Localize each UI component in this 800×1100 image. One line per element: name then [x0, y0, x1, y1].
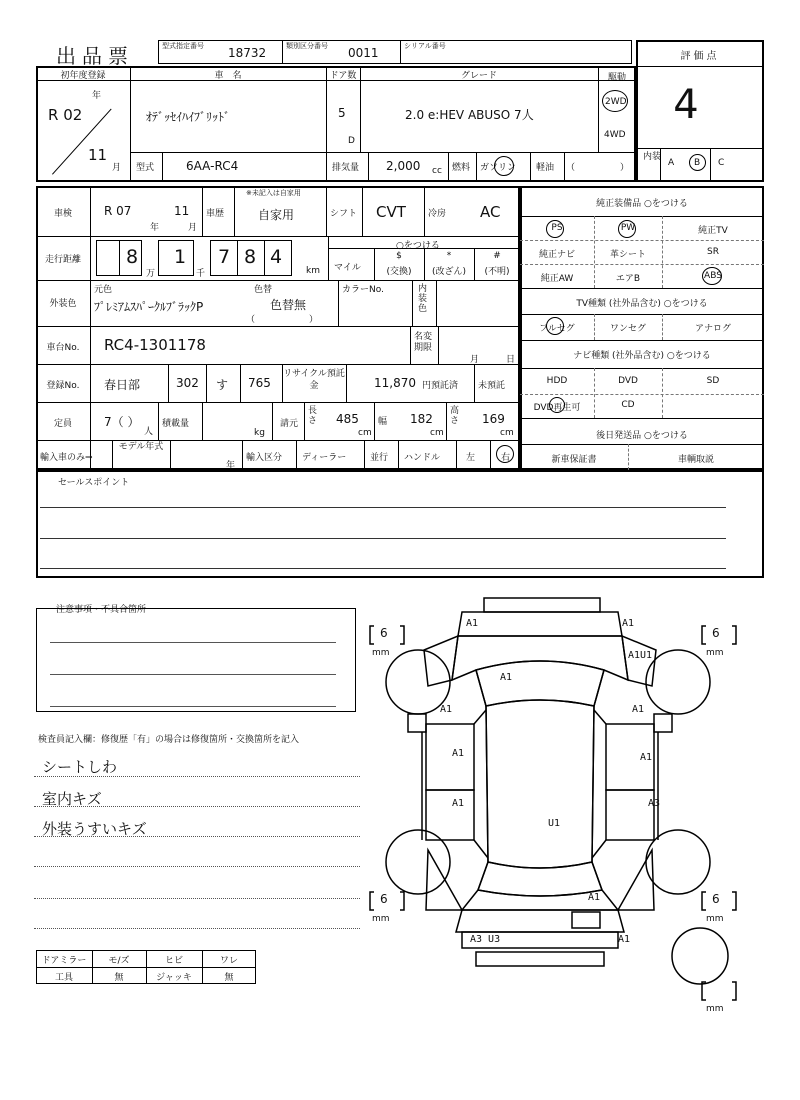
plate-label: 登録No. [46, 381, 80, 391]
equip-title: 純正装備品 ○をつける [596, 199, 688, 209]
fuel-circle [494, 156, 514, 176]
color-change: 色替無 [270, 298, 307, 312]
tire-rr-depth: 6 [712, 892, 720, 906]
navi-title: ナビ種類 (社外品含む) ○をつける [573, 351, 711, 361]
fuel-other: （ ） [566, 163, 630, 173]
equip-ps: PS [551, 223, 563, 233]
capacity-label: 定員 [53, 419, 72, 429]
type-value: 6AA-RC4 [186, 159, 239, 173]
mileage-sen: 千 [196, 269, 206, 279]
equip-pw: PW [620, 223, 636, 233]
shift-label: シフト [330, 209, 358, 219]
sales-point-label: セールスポイント [58, 478, 130, 488]
damage-right-side: A1 [632, 704, 645, 715]
model-no: 18732 [228, 46, 267, 60]
mileage-change: (交換) [386, 267, 412, 277]
import-kind-label: 輸入区分 [246, 453, 283, 463]
navi-dvd: DVD [618, 376, 638, 386]
reg-year-unit: 年 [92, 91, 102, 101]
interior-a: A [668, 158, 675, 168]
recycle-status: 未預託 [478, 381, 506, 391]
mileage-man: 万 [146, 269, 156, 279]
extras-tools-value: 無 [114, 973, 124, 983]
later-title: 後日発送品 ○をつける [596, 431, 688, 441]
orig-color-label: 元色 [94, 285, 113, 295]
import-parallel: 並行 [370, 453, 389, 463]
extras-crack: ヒビ [164, 956, 183, 966]
load-unit: kg [254, 428, 265, 438]
car-name: ｵﾃﾞｯｾｲﾊｲﾌﾞﾘｯﾄﾞ [146, 110, 231, 124]
damage-left-side: A1 [440, 704, 453, 715]
chassis-label: 車台No. [46, 343, 80, 353]
tire-fl-unit: mm [372, 648, 390, 658]
plate-num: 302 [176, 376, 199, 390]
extras-jack: ジャッキ [156, 973, 192, 983]
import-dealer: ディーラー [302, 453, 347, 463]
extras-tools: 工具 [54, 973, 73, 983]
later-manual: 車輌取説 [677, 455, 714, 465]
width-label: 幅 [378, 417, 388, 427]
orig-color: ﾌﾟﾚﾐｱﾑｽﾊﾟｰｸﾙﾌﾞﾗｯｸP [94, 300, 204, 314]
shift-value: CVT [376, 203, 406, 221]
color-change-label: 色替 [254, 285, 273, 295]
fuel-gasoline: ガソリン [480, 163, 517, 173]
ac-value: AC [480, 203, 501, 221]
tire-rl-unit: mm [372, 914, 390, 924]
recycle-amount: 11,870 [374, 376, 416, 390]
navi-hdd: HDD [546, 376, 568, 386]
length-unit: cm [358, 428, 372, 438]
handle-right-circle [496, 445, 514, 463]
import-label: 輸入車のみ⇒ [40, 453, 93, 463]
grade-label: グレード [460, 71, 497, 81]
damage-hood: A1 [500, 672, 513, 683]
damage-front-bumper-left: A1 [466, 618, 479, 629]
mileage-change-sym: $ [396, 251, 402, 261]
disp-label: 排気量 [332, 163, 360, 173]
tv-full-circle [546, 317, 564, 335]
shaken-month-unit: 月 [188, 223, 198, 233]
mileage-digit-2: 1 [174, 246, 187, 268]
meigi-month: 月 [470, 355, 480, 365]
car-name-label: 車 名 [214, 71, 242, 81]
interior-b: B [694, 158, 701, 168]
doors-label: ドア数 [329, 71, 357, 81]
fuel-diesel: 軽油 [536, 163, 555, 173]
mileage-tamper: (改ざん) [431, 267, 467, 277]
equip-leather: 革シート [609, 250, 646, 260]
mileage-note: ○をつける [396, 241, 440, 251]
length-label: 長さ [308, 406, 318, 426]
capacity-unit: 人 [144, 427, 154, 437]
handle-label: ハンドル [404, 453, 441, 463]
reg-month: 11 [88, 146, 108, 164]
tire-rl-depth: 6 [380, 892, 388, 906]
height-unit: cm [500, 428, 514, 438]
equip-airbag: エアB [615, 274, 641, 284]
fuel-label: 燃料 [452, 163, 471, 173]
height: 169 [482, 412, 505, 426]
history-value: 自家用 [258, 208, 295, 222]
damage-door-rr: A3 [648, 798, 661, 809]
interior-label: 内装 [643, 152, 662, 162]
score-label: 評価点 [680, 51, 720, 62]
mileage-digit-4: 8 [244, 246, 257, 268]
meigi-day: 日 [506, 355, 516, 365]
history-label: 車歴 [206, 209, 225, 219]
plate-no: 765 [248, 376, 271, 390]
score-value: 4 [673, 82, 699, 128]
damage-rear-bumper-right: A1 [618, 934, 631, 945]
mileage-label: 走行距離 [44, 255, 81, 265]
mileage-digit-5: 4 [270, 246, 283, 268]
tire-fr-depth: 6 [712, 626, 720, 640]
meigi-label: 名変期限 [414, 332, 433, 353]
navi-dvd-play: DVD再生可 [533, 403, 581, 413]
width: 182 [410, 412, 433, 426]
inspector-line-3: 外装うすいキズ [42, 820, 147, 838]
class-no-label: 類別区分番号 [286, 42, 328, 50]
plate-kana: す [216, 378, 229, 392]
drive-2wd-circle [602, 90, 628, 112]
drive-label: 駆動 [607, 73, 626, 83]
plate-city: 春日部 [104, 378, 141, 392]
extras-motor: モ/ズ [108, 956, 130, 966]
reg-label: 初年度登録 [60, 71, 106, 81]
load-label: 積載量 [162, 419, 190, 429]
tv-one: ワンセグ [609, 324, 646, 334]
handle-left: 左 [466, 453, 476, 463]
navi-sd: SD [706, 376, 720, 386]
mileage-unknown-sym: # [493, 251, 501, 261]
req-label: 請元 [280, 419, 299, 429]
equip-tv: 純正TV [698, 226, 728, 236]
serial-label: シリアル番号 [404, 42, 446, 50]
extras-jack-value: 無 [224, 973, 234, 983]
page-title: 出品票 [56, 44, 134, 68]
capacity: 7（ ） [104, 415, 140, 429]
navi-dvd-play-circle [549, 397, 565, 413]
shaken-month: 11 [174, 204, 190, 218]
disp-value: 2,000 [386, 159, 421, 173]
tire-spare-unit: mm [706, 1004, 724, 1014]
drive-2wd: 2WD [605, 97, 627, 107]
history-note: ※未記入は自家用 [246, 189, 301, 197]
door-type: D [348, 136, 355, 146]
shaken-year-unit: 年 [150, 223, 160, 233]
inspector-line-1: シートしわ [42, 758, 118, 776]
recycle-unit: 円預託済 [422, 381, 459, 391]
length: 485 [336, 412, 359, 426]
model-year-label: モデル年式 [118, 442, 164, 452]
interior-c: C [718, 158, 725, 168]
equip-aw: 純正AW [540, 274, 574, 284]
notes-box [36, 608, 356, 712]
damage-door-rl: A1 [452, 798, 465, 809]
tire-fl-depth: 6 [380, 626, 388, 640]
damage-fender-right: A1U1 [628, 650, 653, 661]
notes-label: 注意事項・不具合箇所 [56, 605, 147, 615]
later-warranty: 新車保証書 [551, 455, 597, 465]
height-label: 高さ [450, 406, 460, 426]
color-change-paren: （ ） [246, 315, 319, 325]
equip-sr: SR [707, 247, 719, 257]
tv-analog: アナログ [694, 324, 731, 334]
mileage-digit-1: 8 [126, 246, 139, 268]
sales-point-box [36, 470, 764, 578]
grade-value: 2.0 e:HEV ABUSO 7人 [405, 108, 534, 122]
damage-door-fr: A1 [640, 752, 653, 763]
color-no-label: カラーNo. [342, 285, 384, 295]
chassis-no: RC4-1301178 [104, 336, 206, 354]
damage-door-fl: A1 [452, 748, 465, 759]
tv-full: フルセグ [539, 324, 575, 334]
ac-label: 冷房 [428, 209, 447, 219]
navi-cd: CD [621, 400, 635, 410]
extras-mirror: ドアミラー [41, 956, 87, 966]
shaken-label: 車検 [53, 209, 72, 219]
inspector-line-2: 室内キズ [42, 790, 102, 808]
reg-era: R 02 [48, 106, 83, 124]
color-label: 外装色 [49, 299, 77, 309]
damage-front-bumper-right: A1 [622, 618, 635, 629]
drive-4wd: 4WD [604, 130, 626, 140]
inspector-label: 検査員記入欄：修復歴「有」の場合は修復箇所・交換箇所を記入 [38, 735, 300, 745]
type-label: 型式 [136, 163, 155, 173]
disp-unit: cc [432, 166, 442, 176]
interior-b-circle [689, 154, 706, 171]
doors-value: 5 [338, 106, 346, 120]
mileage-mile: マイル [334, 263, 361, 273]
model-year-unit: 年 [226, 461, 236, 471]
equip-ps-circle [546, 220, 564, 238]
handle-right: 右 [501, 453, 511, 463]
equip-abs-circle [702, 267, 722, 285]
equip-pw-circle [618, 220, 636, 238]
mileage-unknown: (不明) [484, 267, 510, 277]
shaken-era: R 07 [104, 204, 132, 218]
width-unit: cm [430, 428, 444, 438]
equip-navi: 純正ナビ [538, 250, 575, 260]
damage-rear-bumper-left: A3 U3 [470, 934, 501, 945]
tv-title: TV種類 (社外品含む) ○をつける [576, 299, 708, 309]
tire-rr-unit: mm [706, 914, 724, 924]
mileage-digit-3: 7 [218, 246, 231, 268]
damage-roof: U1 [548, 818, 561, 829]
equip-abs: ABS [704, 271, 722, 281]
class-no: 0011 [348, 46, 379, 60]
tire-fr-unit: mm [706, 648, 724, 658]
interior-color-label: 内装色 [418, 284, 428, 314]
recycle-label: リサイクル預託金 [283, 369, 345, 391]
extras-break: ワレ [219, 956, 238, 966]
mileage-km: km [306, 266, 320, 276]
damage-trunk: A1 [588, 892, 601, 903]
model-no-label: 型式指定番号 [162, 42, 204, 50]
mileage-tamper-sym: * [446, 251, 452, 261]
reg-month-unit: 月 [112, 163, 122, 173]
